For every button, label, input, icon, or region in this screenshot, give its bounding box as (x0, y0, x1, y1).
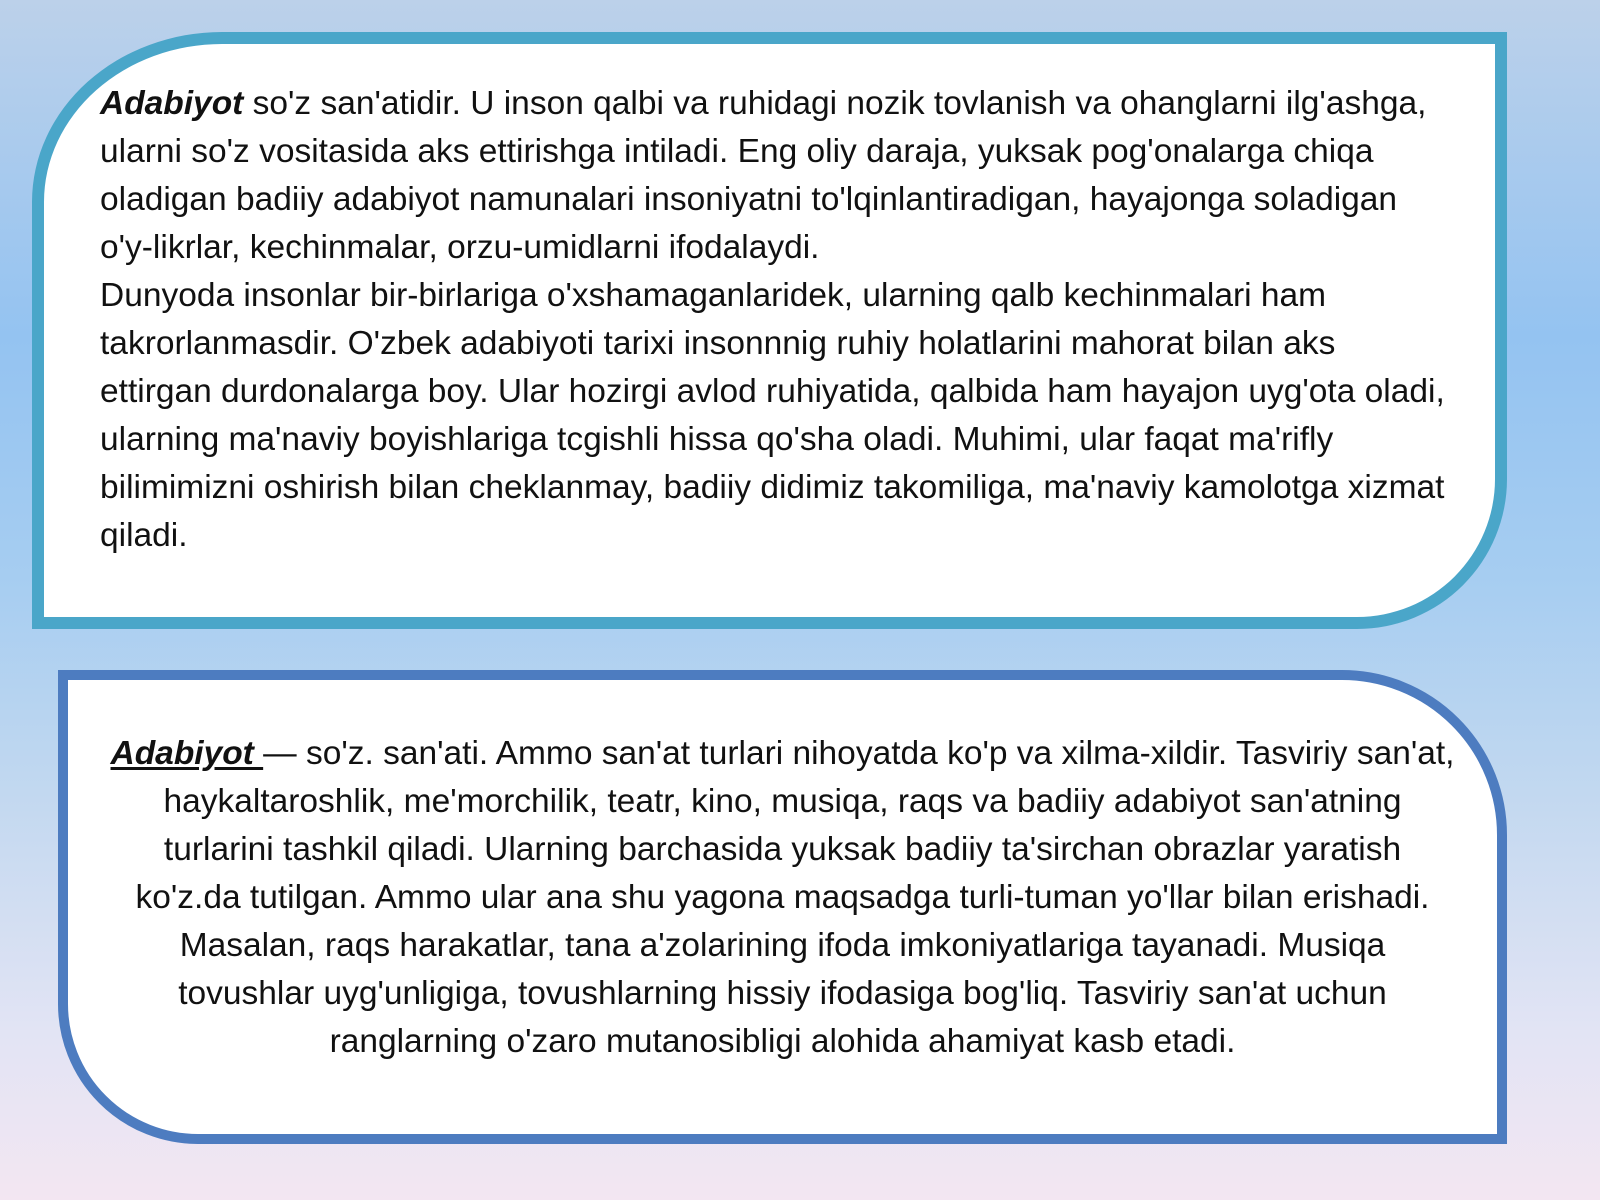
top-lead-term: Adabiyot (100, 85, 244, 122)
bottom-text-card (58, 670, 1507, 1144)
bottom-paragraph (108, 730, 1457, 1066)
bottom-lead-term: Adabiyot (110, 735, 264, 772)
top-paragraph-2: Dunyoda insonlar bir-birlariga o'xshamaganlaridek, ularning qalb kechinmalari ham takrorlanmasdir. O'zbek adabiyoti tarixi insonnnig ruhiy holatlarini mahorat bilan aks ettirgan durdonalarga boy. Ular hozirgi avlod ruhiyatida, qalbida ham hayajon uyg'ota oladi, ularning ma'naviy boyishlariga tcgishli hissa qo'sha oladi. Muhimi, ular faqat ma'rifly bilimimizni oshirish bilan cheklanmay, badiiy didimiz takomiliga, ma'naviy kamolotga xizmat qiladi. (100, 277, 1445, 554)
top-paragraph-1-text: so'z san'atidir. U inson qalbi va ruhidagi nozik tovlanish va ohanglarni ilg'ashga, ularni so'z vositasida aks ettirishga intiladi. Eng oliy daraja, yuksak pog'onalarga chiqa oladigan badiiy adabiyot namunalari insoniyatni to'lqinlantiradigan, hayajonga soladigan o'y-likrlar, kechinmalar, orzu-umidlarni ifodalaydi. (100, 85, 1427, 266)
bottom-paragraph-text: — so'z. san'ati. Ammo san'at turlari nihoyatda ko'p va xilma-xildir. Tasviriy san'at, haykaltaroshlik, me'morchilik, teatr, kino, musiqa, raqs va badiiy adabiyot san'atning turlarini tashkil qiladi. Ularning barchasida yuksak badiiy ta'sirchan obrazlar yaratish ko'z.da tutilgan. Ammo ular ana shu yagona maqsadga turli-tuman yo'llar bilan erishadi. Masalan, raqs harakatlar, tana a'zolarining ifoda imkoniyatlariga tayanadi. Musiqa tovushlar uyg'unligiga, tovushlarning hissiy ifodasiga bog'liq. Tasviriy san'at uchun ranglarning o'zaro mutanosibligi alohida ahamiyat kasb etadi. (135, 735, 1455, 1060)
top-paragraph-1 (100, 80, 1445, 272)
top-text-card (32, 32, 1507, 629)
